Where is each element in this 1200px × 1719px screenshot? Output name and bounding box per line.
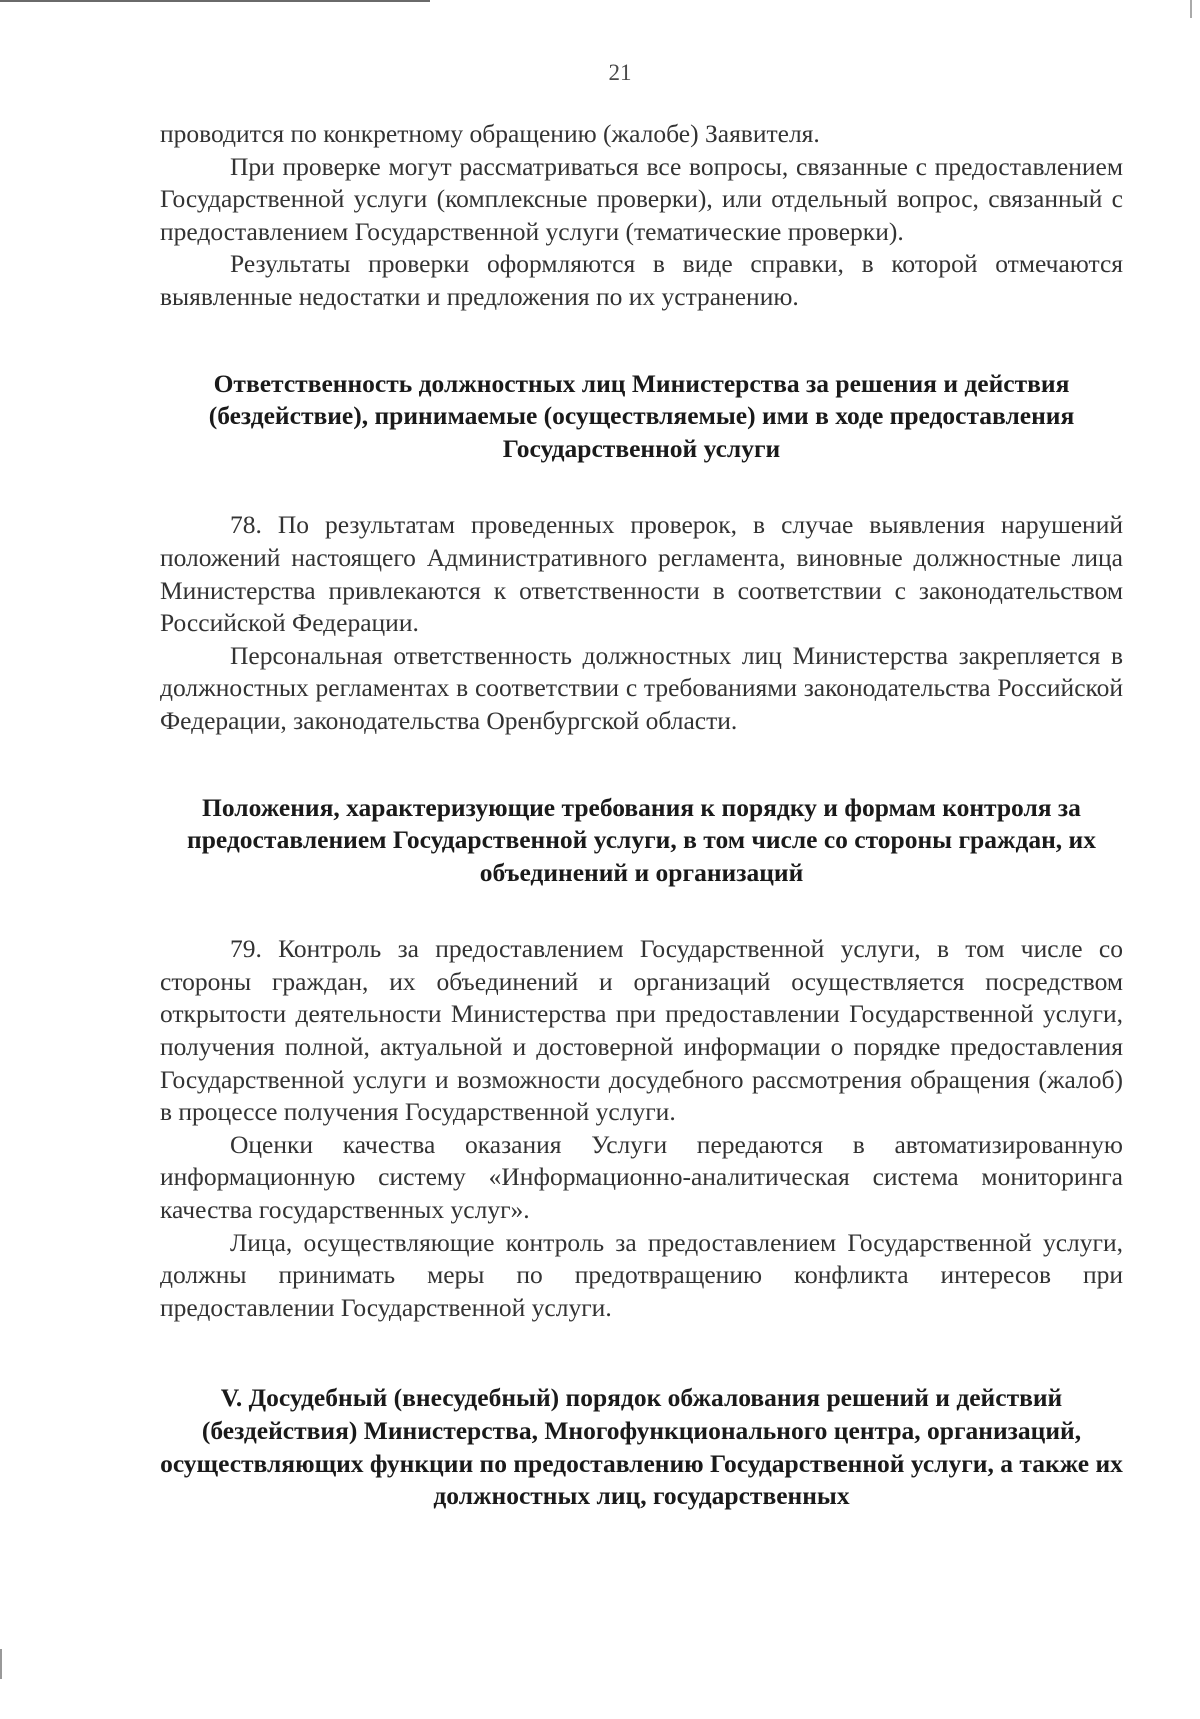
paragraph-79: 79. Контроль за предоставлением Государственной услуги, в том числе со стороны граждан, их объединений и организаций осуществляется посредством открытости деятельности Министерства при предоставлении Государственной услуги, получения полной, актуальной и достоверной информации о порядке предоставления Государственной услуги и возможности досудебного рассмотрения обращения (жалоб) в процессе получения Государственной услуги. — [160, 934, 1123, 1127]
section-heading-responsibility: Ответственность должностных лиц Министерства за решения и действия (бездействие), принимаемые (осуществляемые) ими в ходе предоставления Государственной услуги — [208, 368, 1075, 463]
scan-artifact-left — [0, 1649, 2, 1679]
scan-artifact-right — [1190, 0, 1192, 18]
document-body — [160, 118, 1123, 1513]
section-responsibility — [160, 509, 1123, 737]
chapter-heading-v: V. Досудебный (внесудебный) порядок обжалования решений и действий (бездействия) Министерства, Многофункционального центра, организаций, осуществляющих функции по предоставлению Государственной услуги, а также их должностных лиц, государственных — [160, 1383, 1123, 1511]
paragraph: При проверке могут рассматриваться все вопросы, связанные с предоставлением Государственной услуги (комплексные проверки), или отдельный вопрос, связанный с предоставлением Государственной услуги (тематические проверки). — [160, 151, 1123, 246]
section-control-requirements — [160, 933, 1123, 1324]
section-heading-control-requirements: Положения, характеризующие требования к порядку и формам контроля за предоставлением Государственной услуги, в том числе со стороны граждан, их объединений и организаций — [187, 792, 1096, 887]
paragraph: Лица, осуществляющие контроль за предоставлением Государственной услуги, должны принимать меры по предотвращению конфликта интересов при предоставлении Государственной услуги. — [160, 1227, 1123, 1322]
paragraph: Результаты проверки оформляются в виде справки, в которой отмечаются выявленные недостатки и предложения по их устранению. — [160, 249, 1123, 311]
paragraph: Оценки качества оказания Услуги передаются в автоматизированную информационную систему «Информационно-аналитическая система мониторинга качества государственных услуг». — [160, 1129, 1123, 1225]
paragraph-78: 78. По результатам проведенных проверок, в случае выявления нарушений положений настоящего Административного регламента, виновные должностные лица Министерства привлекаются к ответственности в соответствии с законодательством Российской Федерации. — [160, 510, 1123, 638]
paragraph: Персональная ответственность должностных лиц Министерства закрепляется в должностных регламентах в соответствии с требованиями законодательства Российской Федерации, законодательства Оренбургской области. — [160, 640, 1123, 735]
section-inspection-results — [160, 118, 1123, 314]
page-number: 21 — [608, 60, 632, 85]
scan-artifact-top — [0, 0, 430, 2]
paragraph: проводится по конкретному обращению (жалобе) Заявителя. — [160, 119, 820, 148]
